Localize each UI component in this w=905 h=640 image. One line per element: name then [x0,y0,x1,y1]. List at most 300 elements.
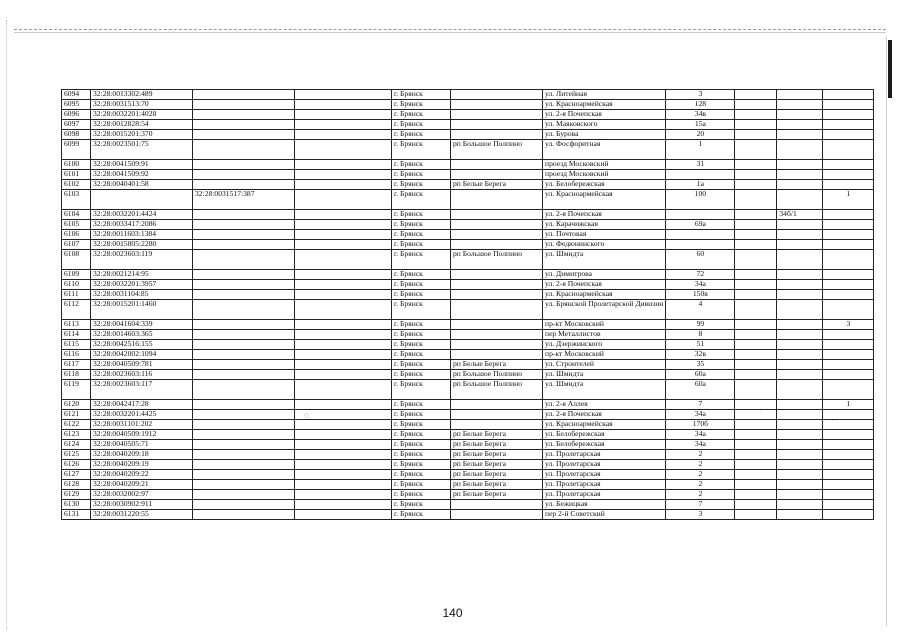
table-row [62,460,874,470]
empty-cell [735,190,777,210]
extra-cell [823,360,874,370]
building-cell [777,220,823,230]
city-cell: г. Брянск [392,240,451,250]
cadastral-number-alt [193,330,295,340]
empty-cell [295,510,392,520]
city-cell: г. Брянск [392,180,451,190]
empty-cell [735,510,777,520]
cadastral-number-alt [193,280,295,290]
empty-cell [735,280,777,290]
extra-cell [823,350,874,360]
house-cell: 8 [666,330,735,340]
street-cell: ул. Федюнинского [543,240,666,250]
house-cell: 60а [666,370,735,380]
table-row [62,210,874,220]
cadastral-number: 32:28:0031104:85 [91,290,193,300]
cadastral-number-alt [193,480,295,490]
building-cell [777,420,823,430]
empty-cell [735,490,777,500]
city-cell: г. Брянск [392,100,451,110]
settlement-cell [451,170,543,180]
extra-cell [823,430,874,440]
extra-cell [823,140,874,160]
house-cell: 34а [666,430,735,440]
building-cell [777,280,823,290]
house-cell: 1 [666,140,735,160]
house-cell: 31 [666,160,735,170]
cadastral-number: 32:28:0023603:116 [91,370,193,380]
empty-cell [295,300,392,320]
building-cell [777,380,823,400]
building-cell [777,230,823,240]
city-cell: г. Брянск [392,460,451,470]
cadastral-number-alt [193,450,295,460]
house-cell: 99 [666,320,735,330]
cadastral-number-alt [193,170,295,180]
city-cell: г. Брянск [392,120,451,130]
row-number: 6122 [62,420,91,430]
street-cell: ул. Пролетарская [543,480,666,490]
settlement-cell [451,280,543,290]
cadastral-number-alt [193,90,295,100]
row-number: 6104 [62,210,91,220]
cadastral-number: 32:28:0033417:2086 [91,220,193,230]
house-cell: 100 [666,190,735,210]
extra-cell [823,480,874,490]
empty-cell [735,440,777,450]
row-number: 6099 [62,140,91,160]
empty-cell [295,140,392,160]
table-row [62,510,874,520]
city-cell: г. Брянск [392,410,451,420]
table-row [62,500,874,510]
empty-cell [735,420,777,430]
row-number: 6121 [62,410,91,420]
settlement-cell [451,350,543,360]
extra-cell [823,250,874,270]
settlement-cell: рп Белые Берега [451,180,543,190]
cadastral-number-alt [193,180,295,190]
settlement-cell [451,220,543,230]
address-register-table [61,89,874,520]
settlement-cell: рп Большое Полпино [451,250,543,270]
empty-cell [735,410,777,420]
street-cell: ул. Пролетарская [543,490,666,500]
city-cell: г. Брянск [392,270,451,280]
table-row [62,130,874,140]
cadastral-number-alt [193,440,295,450]
empty-cell [295,400,392,410]
cadastral-number: 32:28:0042417:28 [91,400,193,410]
house-cell: 60а [666,380,735,400]
cadastral-number: 32:28:0015201:1460 [91,300,193,320]
cadastral-number: 32:28:0032201:4424 [91,210,193,220]
extra-cell [823,300,874,320]
house-cell: 15а [666,120,735,130]
empty-cell [735,110,777,120]
street-cell: ул. 2-я Почепская [543,110,666,120]
house-cell [666,230,735,240]
cadastral-number-alt [193,120,295,130]
table-row [62,110,874,120]
row-number: 6117 [62,360,91,370]
extra-cell [823,500,874,510]
house-cell: 60 [666,250,735,270]
row-number: 6105 [62,220,91,230]
city-cell: г. Брянск [392,470,451,480]
extra-cell [823,450,874,460]
city-cell: г. Брянск [392,400,451,410]
cadastral-number-alt [193,210,295,220]
city-cell: г. Брянск [392,510,451,520]
empty-cell [735,340,777,350]
building-cell [777,290,823,300]
settlement-cell [451,270,543,280]
extra-cell [823,210,874,220]
extra-cell [823,160,874,170]
table-row [62,140,874,160]
table-row [62,480,874,490]
empty-cell [295,490,392,500]
empty-cell [735,450,777,460]
house-cell: 69а [666,220,735,230]
cadastral-number-alt [193,370,295,380]
house-cell: 2 [666,480,735,490]
extra-cell [823,220,874,230]
empty-cell [295,340,392,350]
building-cell [777,190,823,210]
building-cell [777,410,823,420]
house-cell: 170б [666,420,735,430]
row-number: 6106 [62,230,91,240]
cadastral-number-alt [193,290,295,300]
house-cell: 2 [666,450,735,460]
cadastral-number: 32:28:0013302:489 [91,90,193,100]
extra-cell [823,510,874,520]
cadastral-number: 32:28:0040209:22 [91,470,193,480]
cadastral-number-alt [193,360,295,370]
empty-cell [735,460,777,470]
street-cell: ул. Фосфоритная [543,140,666,160]
row-number: 6124 [62,440,91,450]
empty-cell [735,180,777,190]
extra-cell [823,490,874,500]
empty-cell [735,210,777,220]
street-cell: ул. Бурова [543,130,666,140]
cadastral-number: 32:28:0041509:91 [91,160,193,170]
row-number: 6102 [62,180,91,190]
building-cell [777,510,823,520]
street-cell: ул. 2-я Почепская [543,280,666,290]
empty-cell [735,120,777,130]
empty-cell [295,500,392,510]
building-cell [777,450,823,460]
street-cell: ул. Брянской Пролетарской Дивизии [543,300,666,320]
house-cell [666,210,735,220]
empty-cell [295,330,392,340]
empty-cell [295,320,392,330]
street-cell: ул. Пролетарская [543,470,666,480]
building-cell: 34б/1 [777,210,823,220]
city-cell: г. Брянск [392,320,451,330]
building-cell [777,300,823,320]
street-cell: ул. Белобережская [543,440,666,450]
settlement-cell [451,120,543,130]
row-number: 6112 [62,300,91,320]
extra-cell [823,290,874,300]
empty-cell [735,480,777,490]
row-number: 6096 [62,110,91,120]
street-cell: ул. Димитрова [543,270,666,280]
settlement-cell [451,230,543,240]
cadastral-number-alt [193,350,295,360]
empty-cell [295,220,392,230]
house-cell: 34а [666,410,735,420]
city-cell: г. Брянск [392,140,451,160]
scan-speck: · · [832,418,838,425]
empty-cell [735,240,777,250]
street-cell: пер 2-й Советский [543,510,666,520]
right-scan-edge [886,36,887,626]
building-cell [777,160,823,170]
row-number: 6128 [62,480,91,490]
empty-cell [735,300,777,320]
city-cell: г. Брянск [392,170,451,180]
cadastral-number-alt [193,130,295,140]
settlement-cell [451,420,543,430]
extra-cell [823,130,874,140]
cadastral-number: 32:28:0032201:4425 [91,410,193,420]
settlement-cell [451,510,543,520]
building-cell [777,90,823,100]
row-number: 6120 [62,400,91,410]
cadastral-number: 32:28:0011603:1384 [91,230,193,240]
row-number: 6127 [62,470,91,480]
house-cell: 3 [666,510,735,520]
table-row [62,270,874,280]
empty-cell [295,180,392,190]
extra-cell [823,470,874,480]
cadastral-number-alt: 32:28:0031517:387 [193,190,295,210]
table-row [62,100,874,110]
row-number: 6107 [62,240,91,250]
extra-cell [823,170,874,180]
empty-cell [295,130,392,140]
street-cell: ул. Литейная [543,90,666,100]
empty-cell [295,270,392,280]
scan-speck: ○ [304,412,310,419]
settlement-cell: рп Белые Берега [451,480,543,490]
extra-cell [823,340,874,350]
settlement-cell [451,500,543,510]
cadastral-number: 32:28:0040209:21 [91,480,193,490]
table-row [62,160,874,170]
extra-cell [823,440,874,450]
empty-cell [295,380,392,400]
building-cell [777,180,823,190]
building-cell [777,440,823,450]
row-number: 6130 [62,500,91,510]
row-number: 6129 [62,490,91,500]
extra-cell [823,100,874,110]
table-row [62,340,874,350]
street-cell: ул. Красноармейская [543,100,666,110]
row-number: 6119 [62,380,91,400]
settlement-cell: рп Белые Берега [451,440,543,450]
table-row [62,400,874,410]
empty-cell [295,120,392,130]
cadastral-number-alt [193,380,295,400]
cadastral-number: 32:28:0040401:58 [91,180,193,190]
house-cell [666,240,735,250]
cadastral-number: 32:28:0032002:97 [91,490,193,500]
cadastral-number-alt [193,320,295,330]
city-cell: г. Брянск [392,500,451,510]
street-cell: ул. Красноармейская [543,290,666,300]
city-cell: г. Брянск [392,280,451,290]
empty-cell [295,370,392,380]
house-cell: 7 [666,500,735,510]
building-cell [777,100,823,110]
row-number: 6123 [62,430,91,440]
city-cell: г. Брянск [392,130,451,140]
cadastral-number [91,190,193,210]
row-number: 6101 [62,170,91,180]
table-row [62,360,874,370]
empty-cell [295,430,392,440]
empty-cell [295,110,392,120]
house-cell: 2 [666,490,735,500]
street-cell: ул. Шмидта [543,250,666,270]
cadastral-number-alt [193,160,295,170]
cadastral-number-alt [193,340,295,350]
city-cell: г. Брянск [392,480,451,490]
empty-cell [735,100,777,110]
row-number: 6131 [62,510,91,520]
settlement-cell [451,210,543,220]
table-row [62,330,874,340]
extra-cell [823,380,874,400]
cadastral-number: 32:28:0023603:117 [91,380,193,400]
extra-cell [823,420,874,430]
street-cell: ул. Шмидта [543,370,666,380]
settlement-cell: рп Белые Берега [451,430,543,440]
house-cell: 3 [666,90,735,100]
cadastral-number-alt [193,300,295,320]
table-row [62,250,874,270]
empty-cell [735,360,777,370]
empty-cell [735,220,777,230]
extra-cell [823,280,874,290]
city-cell: г. Брянск [392,490,451,500]
table-row [62,320,874,330]
settlement-cell [451,110,543,120]
city-cell: г. Брянск [392,230,451,240]
city-cell: г. Брянск [392,330,451,340]
empty-cell [295,440,392,450]
table-row [62,410,874,420]
street-cell: ул. Белобережская [543,180,666,190]
extra-cell [823,180,874,190]
cadastral-number-alt [193,460,295,470]
right-binding-mark [888,40,892,98]
cadastral-number: 32:28:0040509:781 [91,360,193,370]
house-cell: 2 [666,470,735,480]
building-cell [777,480,823,490]
extra-cell [823,370,874,380]
empty-cell [295,240,392,250]
cadastral-number: 32:28:0032201:4028 [91,110,193,120]
building-cell [777,130,823,140]
settlement-cell [451,90,543,100]
empty-cell [735,380,777,400]
building-cell [777,460,823,470]
address-register-body [62,90,874,520]
street-cell: ул. Маяковского [543,120,666,130]
settlement-cell: рп Белые Берега [451,360,543,370]
house-cell: 32в [666,350,735,360]
cadastral-number-alt [193,500,295,510]
empty-cell [735,290,777,300]
extra-cell: 1 [823,400,874,410]
building-cell [777,120,823,130]
city-cell: г. Брянск [392,430,451,440]
city-cell: г. Брянск [392,110,451,120]
house-cell: 20 [666,130,735,140]
row-number: 6116 [62,350,91,360]
cadastral-number: 32:28:0040209:19 [91,460,193,470]
row-number: 6103 [62,190,91,210]
city-cell: г. Брянск [392,210,451,220]
cadastral-number-alt [193,270,295,280]
cadastral-number: 32:28:0023603:119 [91,250,193,270]
street-cell: пр-кт Московский [543,320,666,330]
house-cell: 4 [666,300,735,320]
empty-cell [735,170,777,180]
cadastral-number: 32:28:0031101:202 [91,420,193,430]
cadastral-number-alt [193,220,295,230]
table-row [62,470,874,480]
empty-cell [735,270,777,280]
city-cell: г. Брянск [392,420,451,430]
cadastral-number-alt [193,100,295,110]
street-cell: ул. 2-я Почепская [543,410,666,420]
empty-cell [735,370,777,380]
table-row [62,420,874,430]
top-page-rule [14,29,886,30]
empty-cell [735,330,777,340]
building-cell [777,340,823,350]
city-cell: г. Брянск [392,290,451,300]
street-cell: ул. Пролетарская [543,450,666,460]
street-cell: пер Металлистов [543,330,666,340]
table-row [62,90,874,100]
street-cell: ул. Строителей [543,360,666,370]
table-row [62,290,874,300]
extra-cell [823,270,874,280]
empty-cell [295,350,392,360]
table-row [62,120,874,130]
street-cell: ул. Белобережская [543,430,666,440]
empty-cell [295,280,392,290]
settlement-cell: рп Большое Полпино [451,380,543,400]
cadastral-number-alt [193,410,295,420]
building-cell [777,330,823,340]
house-cell [666,170,735,180]
table-row [62,180,874,190]
street-cell: ул. Красноармейская [543,190,666,210]
city-cell: г. Брянск [392,350,451,360]
